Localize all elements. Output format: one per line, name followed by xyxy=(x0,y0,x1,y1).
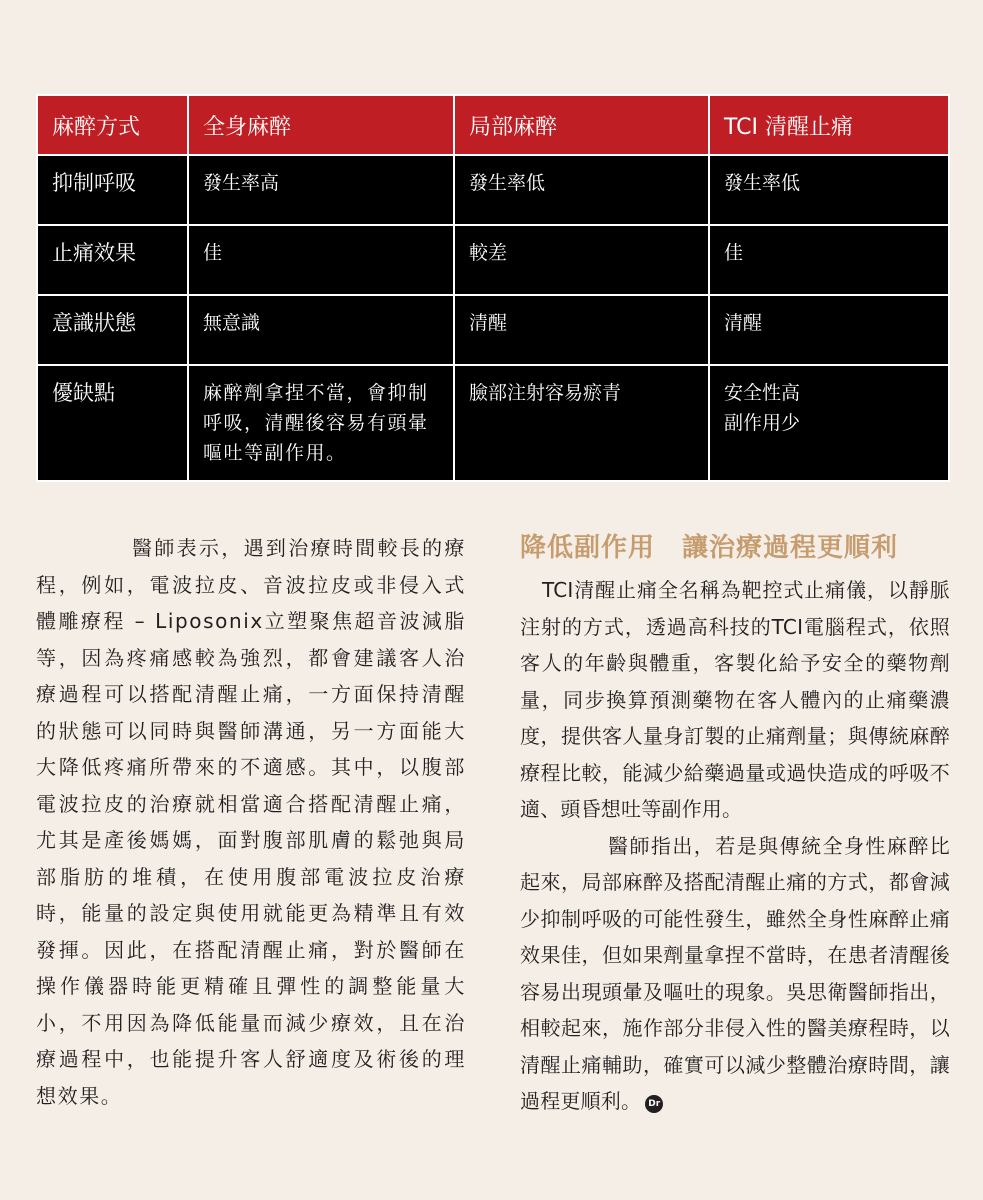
table-header-row xyxy=(37,95,949,155)
row-label: 優缺點 xyxy=(37,365,188,481)
cell-local: 較差 xyxy=(454,225,709,295)
header-local-anesthesia: 局部麻醉 xyxy=(454,95,709,155)
cell-tci: 發生率低 xyxy=(709,155,949,225)
left-article-column xyxy=(36,530,466,1114)
row-label: 止痛效果 xyxy=(37,225,188,295)
cell-tci: 清醒 xyxy=(709,295,949,365)
row-label: 意識狀態 xyxy=(37,295,188,365)
right-paragraph-1: TCI清醒止痛全名稱為靶控式止痛儀，以靜脈注射的方式，透過高科技的TCI電腦程式，依照客人的年齡與體重，客製化給予安全的藥物劑量，同步換算預測藥物在客人體內的止痛藥濃度，提供客人量身訂製的止痛劑量；與傳統麻醉療程比較，能減少給藥過量或過快造成的呼吸不適、頭昏想吐等副作用。 xyxy=(520,578,950,821)
right-article-column xyxy=(520,530,950,1120)
table-row xyxy=(37,155,949,225)
cell-tci: 佳 xyxy=(709,225,949,295)
section-heading: 降低副作用 讓治療過程更順利 xyxy=(520,533,899,563)
table-row xyxy=(37,295,949,365)
table-row xyxy=(37,225,949,295)
table-row xyxy=(37,365,949,481)
cell-general: 無意識 xyxy=(188,295,454,365)
right-paragraph-2 xyxy=(520,828,950,1120)
comparison-table xyxy=(36,94,948,482)
cell-general: 佳 xyxy=(188,225,454,295)
cell-general: 發生率高 xyxy=(188,155,454,225)
cell-general: 麻醉劑拿捏不當，會抑制呼吸，清醒後容易有頭暈嘔吐等副作用。 xyxy=(188,365,454,481)
cell-tci: 安全性高 副作用少 xyxy=(709,365,949,481)
left-paragraph: 醫師表示，遇到治療時間較長的療程，例如，電波拉皮、音波拉皮或非侵入式體雕療程 – Liposonix立塑聚焦超音波減脂等，因為疼痛感較為強烈，都會建議客人治療過程可以搭配清醒止痛，一方面保持清醒的狀態可以同時與醫師溝通，另一方面能大大降低疼痛所帶來的不適感。其中，以腹部電波拉皮的治療就相當適合搭配清醒止痛，尤其是產後媽媽，面對腹部肌膚的鬆弛與局部脂肪的堆積，在使用腹部電波拉皮治療時，能量的設定與使用就能更為精準且有效發揮。因此，在搭配清醒止痛，對於醫師在操作儀器時能更精確且彈性的調整能量大小，不用因為降低能量而減少療效，且在治療過程中，也能提升客人舒適度及術後的理想效果。 xyxy=(36,536,466,1108)
header-tci: TCI 清醒止痛 xyxy=(709,95,949,155)
row-label: 抑制呼吸 xyxy=(37,155,188,225)
dr-logo-icon: Dr xyxy=(645,1095,663,1113)
cell-local: 臉部注射容易瘀青 xyxy=(454,365,709,481)
right-paragraph-2-text: 醫師指出，若是與傳統全身性麻醉比起來，局部麻醉及搭配清醒止痛的方式，都會減少抑制呼吸的可能性發生，雖然全身性麻醉止痛效果佳，但如果劑量拿捏不當時，在患者清醒後容易出現頭暈及嘔吐的現象。吳思衛醫師指出，相較起來，施作部分非侵入性的醫美療程時，以清醒止痛輔助，確實可以減少整體治療時間，讓過程更順利。 xyxy=(520,833,950,1113)
anesthesia-comparison-table xyxy=(36,94,950,482)
header-method: 麻醉方式 xyxy=(37,95,188,155)
cell-local: 發生率低 xyxy=(454,155,709,225)
cell-local: 清醒 xyxy=(454,295,709,365)
header-general-anesthesia: 全身麻醉 xyxy=(188,95,454,155)
